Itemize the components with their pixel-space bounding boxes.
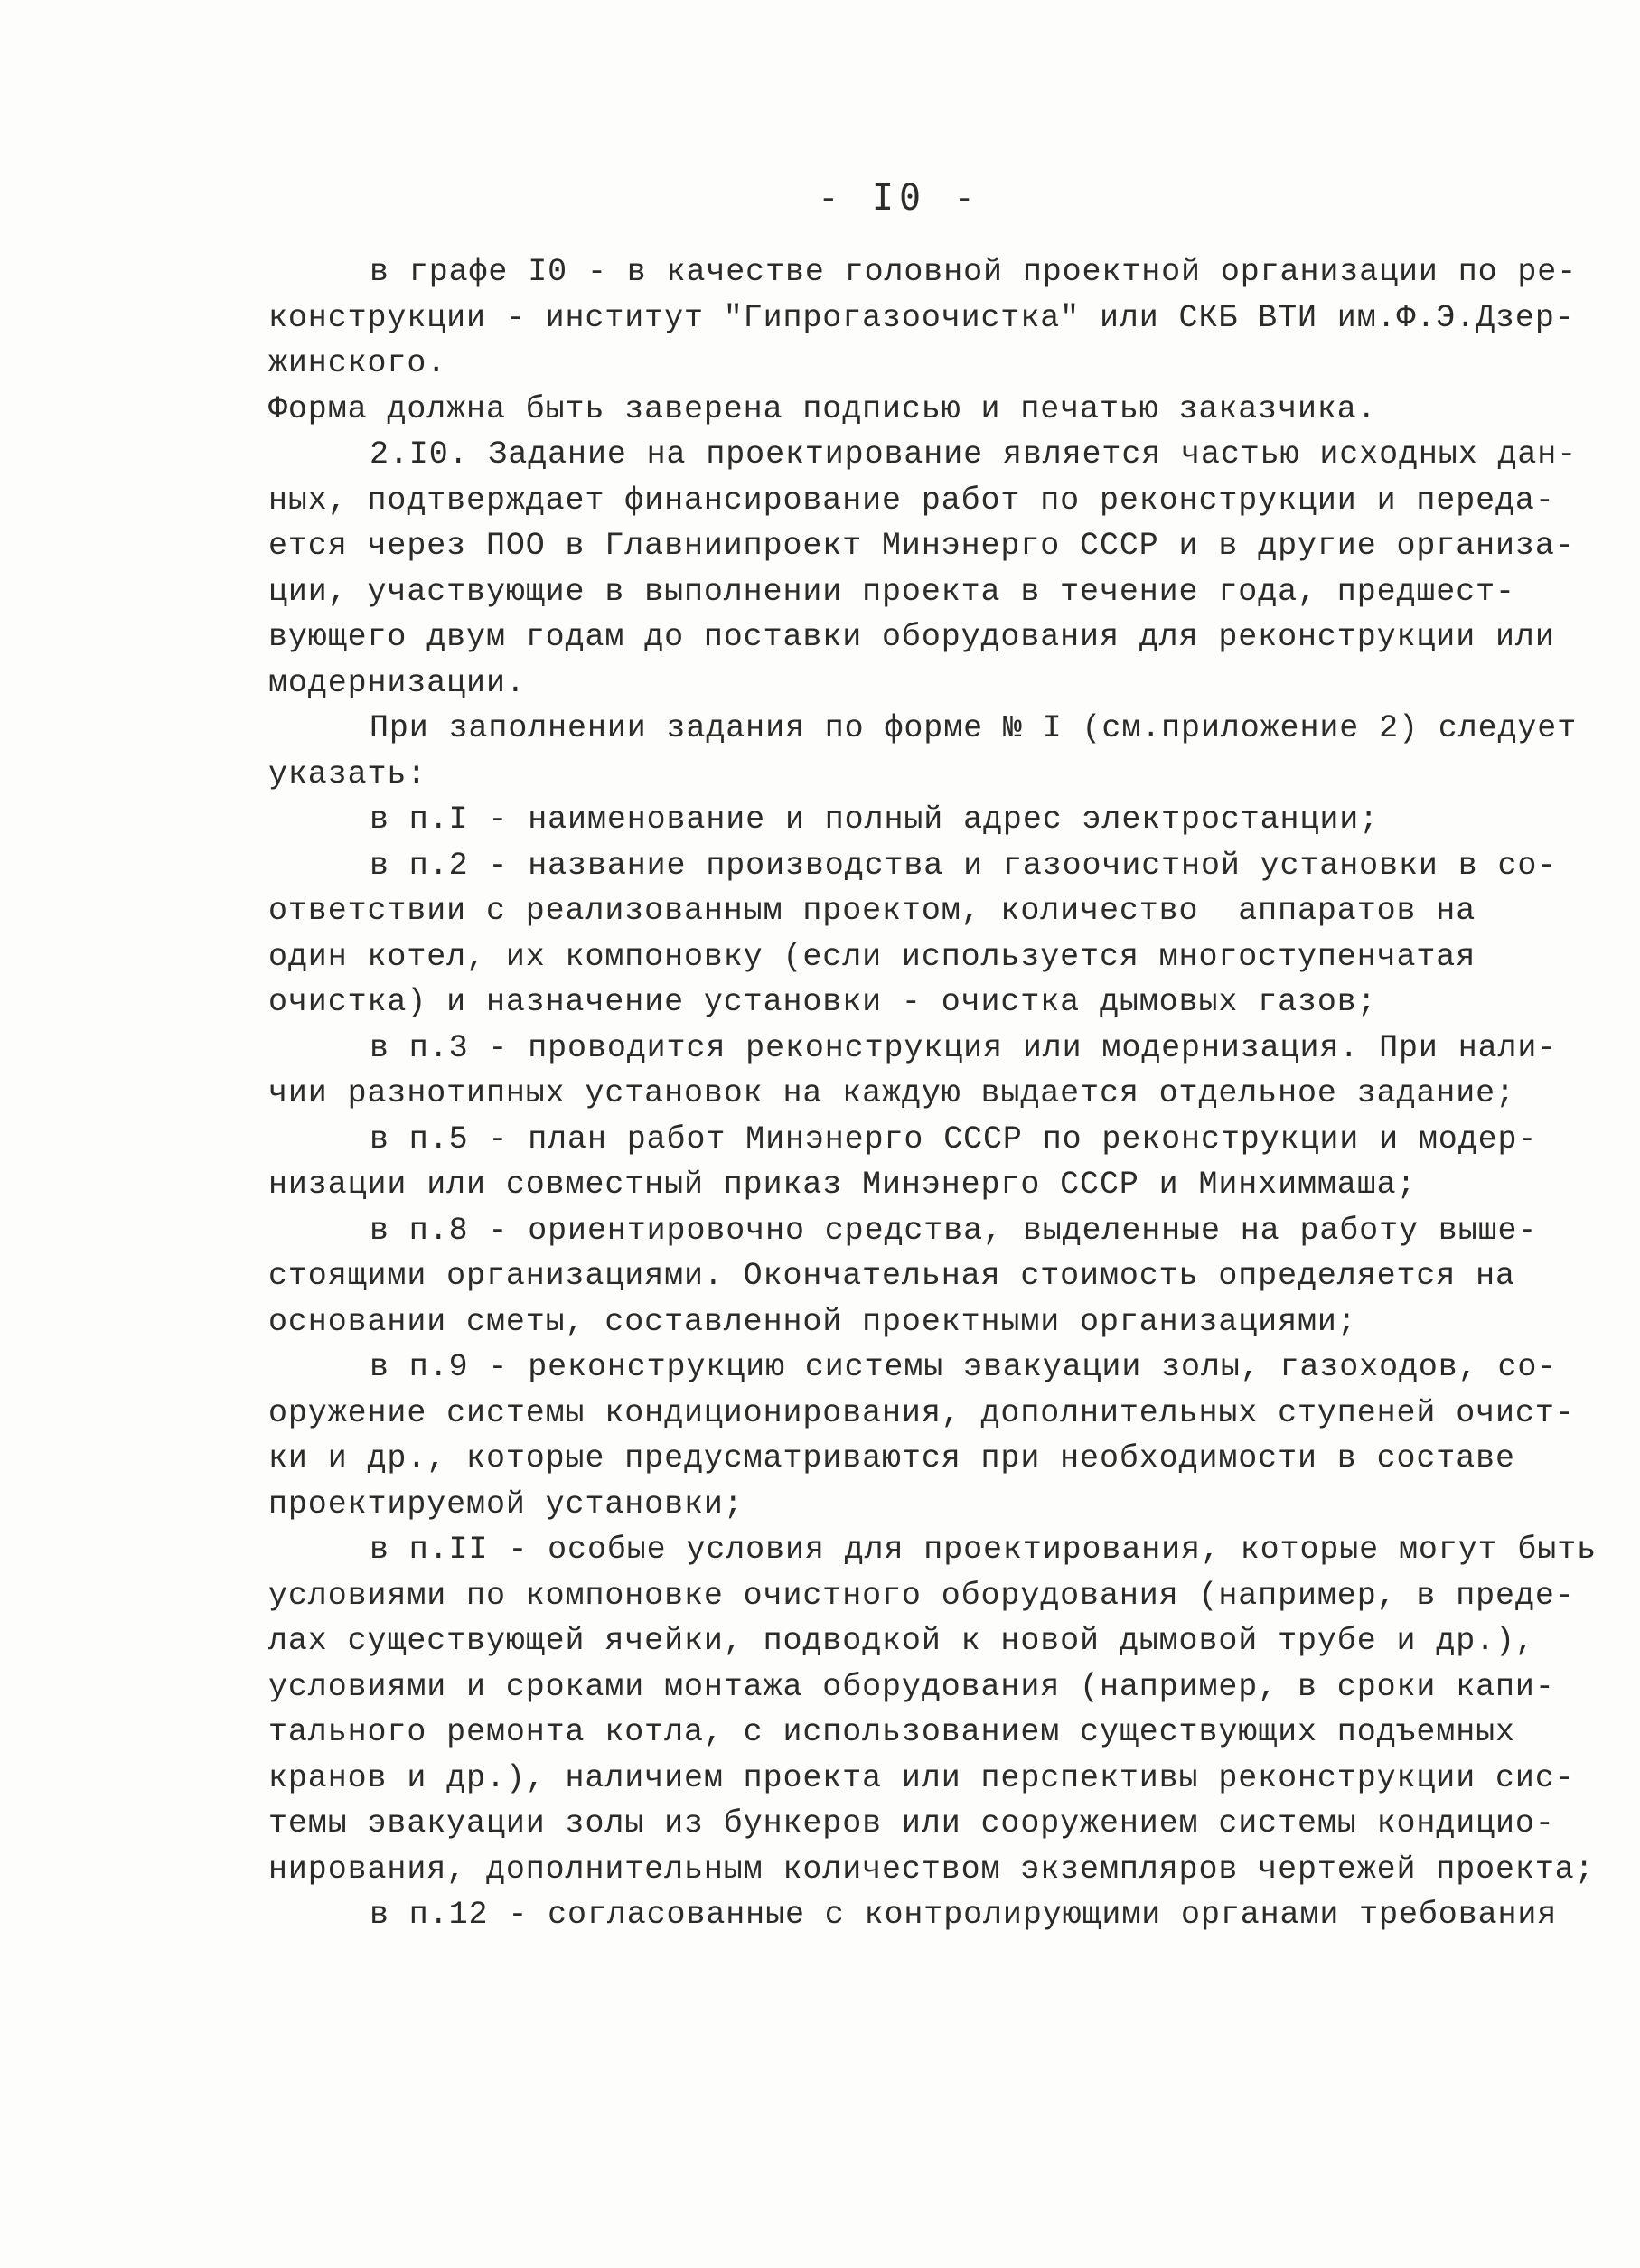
- text-line: Форма должна быть заверена подписью и печатью заказчика.: [268, 390, 1377, 427]
- text-line: При заполнении задания по форме № I (см.приложение 2) следует: [370, 710, 1578, 746]
- text-line: низации или совместный приказ Минэнерго СССР и Минхиммаша;: [268, 1167, 1417, 1203]
- text-line: проектируемой установки;: [268, 1485, 744, 1523]
- text-line: ки и др., которые предусматриваются при необходимости в составе: [268, 1440, 1515, 1476]
- text-line: условиями по компоновке очистного оборудования (например, в преде-: [268, 1577, 1575, 1614]
- text-line: ции, участвующие в выполнении проекта в течение года, предшест-: [268, 573, 1515, 610]
- text-line: вующего двум годам до поставки оборудования для реконструкции или: [268, 619, 1555, 655]
- text-line: оружение системы кондиционирования, дополнительных ступеней очист-: [268, 1394, 1575, 1431]
- text-line: в п.2 - название производства и газоочистной установки в со-: [370, 847, 1558, 884]
- text-line: в п.3 - проводится реконструкция или модернизация. При нали-: [370, 1029, 1558, 1066]
- text-line: условиями и сроками монтажа оборудования (например, в сроки капи-: [268, 1668, 1555, 1705]
- text-line: модернизации.: [268, 664, 526, 701]
- text-line: стоящими организациями. Окончательная стоимость определяется на: [268, 1258, 1515, 1294]
- text-line: основании сметы, составленной проектными организациями;: [268, 1303, 1357, 1340]
- text-line: кранов и др.), наличием проекта или перспективы реконструкции сис-: [268, 1759, 1575, 1796]
- text-line: в п.5 - план работ Минэнерго СССР по реконструкции и модер-: [370, 1120, 1538, 1157]
- text-line: нирования, дополнительным количеством экземпляров чертежей проекта;: [268, 1851, 1595, 1888]
- text-line: один котел, их компоновку (если используется многоступенчатая: [268, 938, 1476, 975]
- text-line: конструкции - институт "Гипрогазоочистка" или СКБ ВТИ им.Ф.Э.Дзер-: [268, 299, 1575, 336]
- text-line: ных, подтверждает финансирование работ по реконструкции и переда-: [268, 482, 1555, 519]
- text-line: в п.I - наименование и полный адрес электростанции;: [370, 801, 1380, 838]
- page-number: - I0 -: [817, 177, 981, 219]
- text-line: в графе I0 - в качестве головной проектной организации по ре-: [370, 254, 1578, 290]
- text-line: в п.12 - согласованные с контролирующими органами требования: [370, 1897, 1558, 1933]
- text-line: тального ремонта котла, с использованием существующих подъемных: [268, 1714, 1515, 1750]
- text-line: указать:: [268, 755, 427, 792]
- text-line: в п.II - особые условия для проектирования, которые могут быть: [370, 1532, 1598, 1568]
- text-line: 2.I0. Задание на проектирование является частью исходных дан-: [370, 436, 1578, 473]
- text-line: чии разнотипных установок на каждую выдается отдельное задание;: [268, 1075, 1515, 1111]
- text-line: очистка) и назначение установки - очистка дымовых газов;: [268, 984, 1377, 1020]
- text-line: жинского.: [268, 345, 447, 381]
- text-line: ответствии с реализованным проектом, количество аппаратов на: [268, 893, 1476, 929]
- text-line: в п.9 - реконструкцию системы эвакуации золы, газоходов, со-: [370, 1349, 1558, 1385]
- text-line: ется через ПОО в Главниипроект Минэнерго СССР и в другие организа-: [268, 528, 1575, 564]
- text-line: темы эвакуации золы из бункеров или сооружением системы кондицио-: [268, 1805, 1555, 1842]
- text-line: лах существующей ячейки, подводкой к новой дымовой трубе и др.),: [268, 1623, 1535, 1659]
- body-text: [268, 249, 1598, 1938]
- text-line: в п.8 - ориентировочно средства, выделенные на работу выше-: [370, 1212, 1538, 1249]
